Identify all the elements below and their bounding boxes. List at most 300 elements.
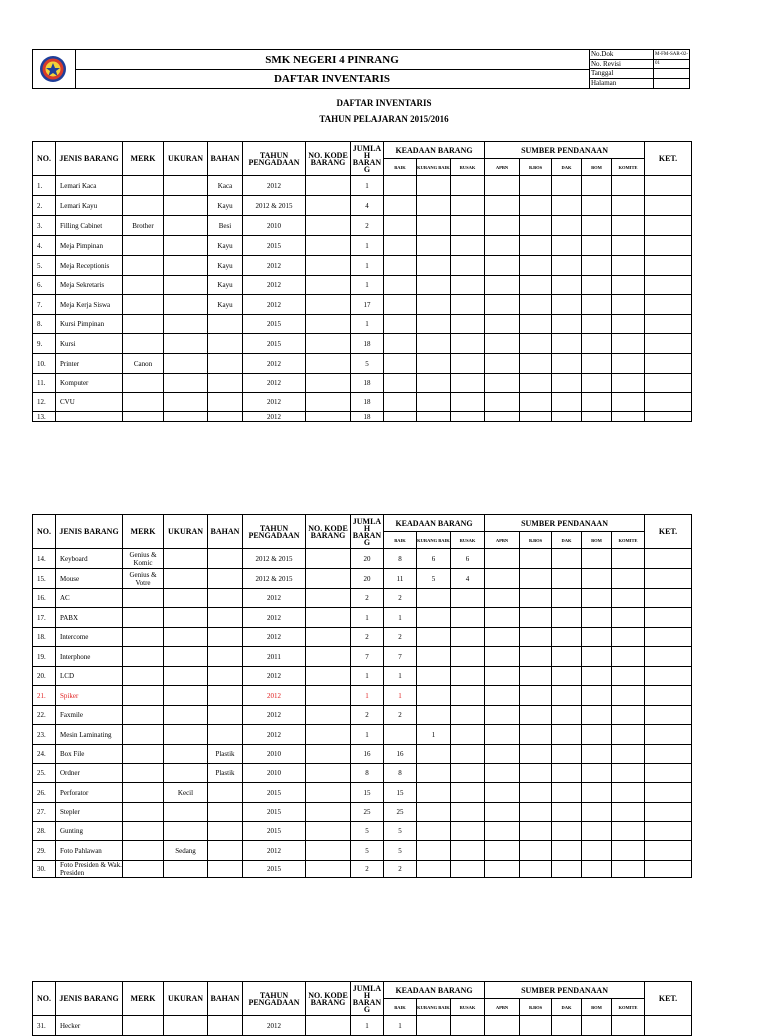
cell-apbn bbox=[485, 628, 520, 647]
col-header-dak: DAK bbox=[552, 999, 582, 1016]
meta-label: Halaman bbox=[591, 78, 617, 87]
cell-rusak bbox=[451, 412, 485, 422]
cell-merk bbox=[123, 1016, 164, 1036]
cell-tahun: 2011 bbox=[243, 647, 306, 667]
cell-apbn bbox=[485, 295, 520, 315]
cell-kode bbox=[306, 841, 351, 861]
logo-cell bbox=[33, 50, 76, 88]
cell-bom bbox=[582, 216, 612, 236]
cell-apbn bbox=[485, 569, 520, 589]
col-header-rusak: RUSAK bbox=[451, 532, 485, 549]
cell-kurang-baik bbox=[417, 822, 451, 841]
table-row bbox=[33, 374, 692, 393]
cell-ukuran bbox=[164, 745, 208, 764]
cell-tahun: 2012 bbox=[243, 667, 306, 686]
cell-tahun: 2012 bbox=[243, 176, 306, 196]
cell-bahan bbox=[208, 686, 243, 706]
cell-apbn bbox=[485, 764, 520, 783]
cell-bom bbox=[582, 1016, 612, 1036]
cell-bos bbox=[520, 374, 552, 393]
cell-no: 29. bbox=[33, 841, 56, 861]
cell-bos bbox=[520, 764, 552, 783]
cell-baik bbox=[384, 295, 417, 315]
table-row bbox=[33, 569, 692, 589]
cell-kurang-baik bbox=[417, 216, 451, 236]
table-row bbox=[33, 667, 692, 686]
cell-bos bbox=[520, 745, 552, 764]
cell-komite bbox=[612, 569, 645, 589]
cell-bahan bbox=[208, 783, 243, 803]
col-header-merk: MERK bbox=[123, 142, 164, 176]
cell-tahun: 2015 bbox=[243, 334, 306, 354]
cell-bom bbox=[582, 236, 612, 256]
col-header-kode-barang: NO. KODE BARANG bbox=[306, 982, 351, 1016]
cell-bom bbox=[582, 569, 612, 589]
col-header-ket: KET. bbox=[645, 982, 692, 1016]
cell-komite bbox=[612, 315, 645, 334]
col-header-jenis-barang: JENIS BARANG bbox=[56, 982, 123, 1016]
cell-tahun: 2015 bbox=[243, 822, 306, 841]
inventory-table bbox=[32, 141, 692, 422]
cell-komite bbox=[612, 589, 645, 608]
cell-dak bbox=[552, 276, 582, 295]
table-row bbox=[33, 783, 692, 803]
cell-apbn bbox=[485, 667, 520, 686]
cell-komite bbox=[612, 334, 645, 354]
cell-bos bbox=[520, 216, 552, 236]
cell-bos bbox=[520, 1016, 552, 1036]
cell-bos bbox=[520, 393, 552, 412]
cell-rusak bbox=[451, 841, 485, 861]
cell-dak bbox=[552, 256, 582, 276]
col-header-baik: BAIK bbox=[384, 159, 417, 176]
cell-kode bbox=[306, 706, 351, 725]
cell-ukuran bbox=[164, 334, 208, 354]
cell-baik bbox=[384, 354, 417, 374]
table-row bbox=[33, 334, 692, 354]
cell-bahan bbox=[208, 589, 243, 608]
table-row bbox=[33, 861, 692, 878]
cell-rusak bbox=[451, 393, 485, 412]
cell-baik bbox=[384, 216, 417, 236]
cell-bos bbox=[520, 725, 552, 745]
col-header-bom: BOM bbox=[582, 999, 612, 1016]
cell-rusak bbox=[451, 256, 485, 276]
cell-merk bbox=[123, 764, 164, 783]
cell-apbn bbox=[485, 841, 520, 861]
cell-dak bbox=[552, 725, 582, 745]
meta-row-no-revisi bbox=[589, 60, 689, 70]
cell-bos bbox=[520, 783, 552, 803]
cell-ukuran bbox=[164, 647, 208, 667]
col-header-bos: B.BOS bbox=[520, 999, 552, 1016]
cell-rusak: 4 bbox=[451, 569, 485, 589]
cell-baik: 25 bbox=[384, 803, 417, 822]
cell-ket bbox=[645, 393, 692, 412]
table-row bbox=[33, 706, 692, 725]
col-header-sumber-pendanaan: SUMBER PENDANAAN bbox=[485, 142, 645, 159]
cell-bahan bbox=[208, 861, 243, 878]
col-header-baik: BAIK bbox=[384, 532, 417, 549]
cell-kode bbox=[306, 686, 351, 706]
cell-apbn bbox=[485, 549, 520, 569]
cell-rusak bbox=[451, 706, 485, 725]
header-row bbox=[33, 982, 692, 999]
cell-no: 15. bbox=[33, 569, 56, 589]
cell-rusak bbox=[451, 276, 485, 295]
cell-kode bbox=[306, 569, 351, 589]
cell-bos bbox=[520, 276, 552, 295]
cell-rusak bbox=[451, 315, 485, 334]
cell-jenis-barang: Meja Receptionis bbox=[56, 256, 123, 276]
cell-baik bbox=[384, 176, 417, 196]
cell-jumlah: 18 bbox=[351, 412, 384, 422]
cell-bos bbox=[520, 315, 552, 334]
cell-jumlah: 15 bbox=[351, 783, 384, 803]
cell-jumlah: 2 bbox=[351, 628, 384, 647]
cell-bos bbox=[520, 841, 552, 861]
cell-tahun: 2015 bbox=[243, 861, 306, 878]
cell-bahan: Kayu bbox=[208, 276, 243, 295]
cell-apbn bbox=[485, 686, 520, 706]
cell-rusak bbox=[451, 354, 485, 374]
cell-rusak bbox=[451, 745, 485, 764]
cell-bom bbox=[582, 196, 612, 216]
cell-ukuran bbox=[164, 295, 208, 315]
cell-merk bbox=[123, 589, 164, 608]
cell-ukuran bbox=[164, 374, 208, 393]
cell-ket bbox=[645, 783, 692, 803]
cell-merk bbox=[123, 236, 164, 256]
cell-jumlah: 18 bbox=[351, 393, 384, 412]
cell-jenis-barang: Faxmile bbox=[56, 706, 123, 725]
cell-komite bbox=[612, 216, 645, 236]
cell-bom bbox=[582, 667, 612, 686]
cell-komite bbox=[612, 176, 645, 196]
cell-tahun: 2012 bbox=[243, 256, 306, 276]
col-header-keadaan-barang: KEADAAN BARANG bbox=[384, 142, 485, 159]
cell-ukuran bbox=[164, 861, 208, 878]
col-header-kurang-baik: KURANG BAIK bbox=[417, 532, 451, 549]
cell-jenis-barang: Perforator bbox=[56, 783, 123, 803]
cell-kode bbox=[306, 276, 351, 295]
cell-merk bbox=[123, 295, 164, 315]
cell-bom bbox=[582, 589, 612, 608]
cell-komite bbox=[612, 549, 645, 569]
cell-no: 14. bbox=[33, 549, 56, 569]
cell-kode bbox=[306, 667, 351, 686]
cell-baik: 2 bbox=[384, 706, 417, 725]
cell-bom bbox=[582, 608, 612, 628]
cell-merk bbox=[123, 822, 164, 841]
cell-jenis-barang: Lemari Kaca bbox=[56, 176, 123, 196]
cell-tahun: 2012 bbox=[243, 686, 306, 706]
cell-bom bbox=[582, 725, 612, 745]
cell-no: 2. bbox=[33, 196, 56, 216]
cell-jumlah: 1 bbox=[351, 315, 384, 334]
cell-no: 28. bbox=[33, 822, 56, 841]
cell-ukuran: Kecil bbox=[164, 783, 208, 803]
school-name: SMK NEGERI 4 PINRANG bbox=[75, 50, 589, 70]
cell-merk bbox=[123, 841, 164, 861]
cell-dak bbox=[552, 374, 582, 393]
cell-kurang-baik bbox=[417, 686, 451, 706]
cell-kurang-baik bbox=[417, 667, 451, 686]
cell-ket bbox=[645, 725, 692, 745]
cell-ukuran bbox=[164, 822, 208, 841]
cell-no: 12. bbox=[33, 393, 56, 412]
cell-jumlah: 8 bbox=[351, 764, 384, 783]
col-header-apbn: APBN bbox=[485, 532, 520, 549]
col-header-keadaan-barang: KEADAAN BARANG bbox=[384, 515, 485, 532]
cell-kode bbox=[306, 783, 351, 803]
cell-tahun: 2015 bbox=[243, 236, 306, 256]
cell-jenis-barang: Kursi Pimpinan bbox=[56, 315, 123, 334]
cell-apbn bbox=[485, 315, 520, 334]
cell-ket bbox=[645, 841, 692, 861]
cell-dak bbox=[552, 667, 582, 686]
cell-rusak bbox=[451, 236, 485, 256]
cell-ket bbox=[645, 803, 692, 822]
cell-dak bbox=[552, 1016, 582, 1036]
cell-kode bbox=[306, 628, 351, 647]
cell-jenis-barang: Mouse bbox=[56, 569, 123, 589]
cell-merk bbox=[123, 725, 164, 745]
cell-bahan bbox=[208, 334, 243, 354]
cell-kode bbox=[306, 647, 351, 667]
cell-dak bbox=[552, 334, 582, 354]
cell-apbn bbox=[485, 216, 520, 236]
cell-ukuran bbox=[164, 236, 208, 256]
cell-apbn bbox=[485, 412, 520, 422]
cell-ket bbox=[645, 256, 692, 276]
cell-kode bbox=[306, 354, 351, 374]
cell-baik bbox=[384, 196, 417, 216]
cell-bos bbox=[520, 822, 552, 841]
document-meta bbox=[589, 50, 689, 88]
cell-bahan: Kayu bbox=[208, 236, 243, 256]
cell-jumlah: 1 bbox=[351, 667, 384, 686]
cell-jumlah: 5 bbox=[351, 822, 384, 841]
cell-ket bbox=[645, 589, 692, 608]
col-header-dak: DAK bbox=[552, 532, 582, 549]
table-row bbox=[33, 745, 692, 764]
cell-jumlah: 1 bbox=[351, 276, 384, 295]
cell-bos bbox=[520, 589, 552, 608]
cell-ket bbox=[645, 628, 692, 647]
cell-bom bbox=[582, 354, 612, 374]
cell-jumlah: 20 bbox=[351, 569, 384, 589]
cell-apbn bbox=[485, 236, 520, 256]
cell-dak bbox=[552, 216, 582, 236]
col-header-ukuran: UKURAN bbox=[164, 515, 208, 549]
cell-tahun: 2015 bbox=[243, 803, 306, 822]
cell-apbn bbox=[485, 783, 520, 803]
header-row bbox=[33, 142, 692, 159]
cell-bos bbox=[520, 196, 552, 216]
cell-komite bbox=[612, 725, 645, 745]
cell-bom bbox=[582, 295, 612, 315]
cell-kode bbox=[306, 861, 351, 878]
cell-no: 9. bbox=[33, 334, 56, 354]
cell-ukuran bbox=[164, 276, 208, 295]
cell-merk bbox=[123, 608, 164, 628]
cell-dak bbox=[552, 393, 582, 412]
cell-tahun: 2010 bbox=[243, 745, 306, 764]
cell-bom bbox=[582, 745, 612, 764]
cell-kode bbox=[306, 334, 351, 354]
cell-ukuran bbox=[164, 589, 208, 608]
cell-merk: Brother bbox=[123, 216, 164, 236]
cell-bos bbox=[520, 608, 552, 628]
cell-apbn bbox=[485, 354, 520, 374]
cell-merk: Genius & Votre bbox=[123, 569, 164, 589]
cell-jenis-barang: Gunting bbox=[56, 822, 123, 841]
header-title-cell bbox=[75, 50, 590, 88]
cell-bahan: Kayu bbox=[208, 256, 243, 276]
meta-row-tanggal bbox=[589, 69, 689, 79]
cell-jenis-barang: Foto Presiden & Wak. Presiden bbox=[56, 861, 123, 878]
table-row bbox=[33, 276, 692, 295]
cell-kurang-baik bbox=[417, 628, 451, 647]
cell-kurang-baik bbox=[417, 412, 451, 422]
cell-baik bbox=[384, 315, 417, 334]
cell-apbn bbox=[485, 803, 520, 822]
col-header-bom: BOM bbox=[582, 159, 612, 176]
cell-no: 3. bbox=[33, 216, 56, 236]
cell-no: 4. bbox=[33, 236, 56, 256]
cell-merk bbox=[123, 628, 164, 647]
cell-kurang-baik bbox=[417, 783, 451, 803]
col-header-sumber-pendanaan: SUMBER PENDANAAN bbox=[485, 982, 645, 999]
cell-ket bbox=[645, 374, 692, 393]
cell-ukuran bbox=[164, 549, 208, 569]
cell-kode bbox=[306, 236, 351, 256]
table-row bbox=[33, 822, 692, 841]
cell-bahan bbox=[208, 841, 243, 861]
cell-komite bbox=[612, 295, 645, 315]
cell-baik: 1 bbox=[384, 667, 417, 686]
cell-ukuran bbox=[164, 196, 208, 216]
cell-jumlah: 18 bbox=[351, 374, 384, 393]
cell-bahan: Kayu bbox=[208, 196, 243, 216]
cell-no: 26. bbox=[33, 783, 56, 803]
cell-merk bbox=[123, 667, 164, 686]
cell-ket bbox=[645, 861, 692, 878]
cell-dak bbox=[552, 822, 582, 841]
cell-jenis-barang: Meja Kerja Siswa bbox=[56, 295, 123, 315]
cell-jumlah: 1 bbox=[351, 1016, 384, 1036]
cell-baik: 16 bbox=[384, 745, 417, 764]
cell-merk bbox=[123, 374, 164, 393]
cell-no: 19. bbox=[33, 647, 56, 667]
cell-merk bbox=[123, 803, 164, 822]
col-header-kurang-baik: KURANG BAIK bbox=[417, 999, 451, 1016]
cell-bahan bbox=[208, 608, 243, 628]
cell-bom bbox=[582, 803, 612, 822]
cell-merk bbox=[123, 861, 164, 878]
cell-dak bbox=[552, 745, 582, 764]
cell-bahan: Kaca bbox=[208, 176, 243, 196]
cell-baik: 11 bbox=[384, 569, 417, 589]
cell-tahun: 2015 bbox=[243, 315, 306, 334]
cell-ket bbox=[645, 176, 692, 196]
cell-kurang-baik bbox=[417, 393, 451, 412]
cell-baik: 5 bbox=[384, 841, 417, 861]
cell-bos bbox=[520, 647, 552, 667]
cell-baik: 1 bbox=[384, 686, 417, 706]
col-header-komite: KOMITE bbox=[612, 159, 645, 176]
cell-rusak bbox=[451, 647, 485, 667]
cell-ket bbox=[645, 667, 692, 686]
cell-no: 23. bbox=[33, 725, 56, 745]
cell-bos bbox=[520, 803, 552, 822]
cell-bos bbox=[520, 667, 552, 686]
cell-komite bbox=[612, 354, 645, 374]
cell-ket bbox=[645, 686, 692, 706]
cell-jumlah: 1 bbox=[351, 236, 384, 256]
col-header-kurang-baik: KURANG BAIK bbox=[417, 159, 451, 176]
cell-kode bbox=[306, 196, 351, 216]
cell-apbn bbox=[485, 706, 520, 725]
cell-jumlah: 1 bbox=[351, 608, 384, 628]
cell-kode bbox=[306, 176, 351, 196]
cell-ket bbox=[645, 334, 692, 354]
cell-ket bbox=[645, 412, 692, 422]
cell-bahan bbox=[208, 315, 243, 334]
col-header-jumlah-barang: JUMLA H BARAN G bbox=[351, 515, 384, 549]
cell-bom bbox=[582, 393, 612, 412]
cell-ket bbox=[645, 295, 692, 315]
cell-jumlah: 2 bbox=[351, 706, 384, 725]
cell-komite bbox=[612, 647, 645, 667]
cell-merk: Canon bbox=[123, 354, 164, 374]
cell-komite bbox=[612, 393, 645, 412]
cell-apbn bbox=[485, 334, 520, 354]
table-row bbox=[33, 236, 692, 256]
cell-komite bbox=[612, 861, 645, 878]
cell-bos bbox=[520, 686, 552, 706]
cell-tahun: 2012 bbox=[243, 725, 306, 745]
cell-bos bbox=[520, 706, 552, 725]
cell-jumlah: 16 bbox=[351, 745, 384, 764]
cell-ukuran bbox=[164, 764, 208, 783]
cell-kode bbox=[306, 822, 351, 841]
document-name: DAFTAR INVENTARIS bbox=[273, 73, 391, 85]
cell-tahun: 2012 bbox=[243, 412, 306, 422]
cell-baik bbox=[384, 374, 417, 393]
cell-bos bbox=[520, 628, 552, 647]
cell-baik bbox=[384, 412, 417, 422]
cell-rusak bbox=[451, 822, 485, 841]
cell-apbn bbox=[485, 822, 520, 841]
cell-merk bbox=[123, 393, 164, 412]
table-row bbox=[33, 608, 692, 628]
col-header-kode-barang: NO. KODE BARANG bbox=[306, 142, 351, 176]
cell-jenis-barang: Ordner bbox=[56, 764, 123, 783]
cell-rusak bbox=[451, 861, 485, 878]
cell-kode bbox=[306, 549, 351, 569]
page-title: DAFTAR INVENTARIS bbox=[336, 98, 432, 108]
cell-kurang-baik bbox=[417, 276, 451, 295]
cell-jumlah: 1 bbox=[351, 725, 384, 745]
cell-jenis-barang: Keyboard bbox=[56, 549, 123, 569]
cell-merk bbox=[123, 745, 164, 764]
cell-no: 21. bbox=[33, 686, 56, 706]
cell-jenis-barang: Interphone bbox=[56, 647, 123, 667]
cell-tahun: 2012 bbox=[243, 393, 306, 412]
cell-bom bbox=[582, 686, 612, 706]
